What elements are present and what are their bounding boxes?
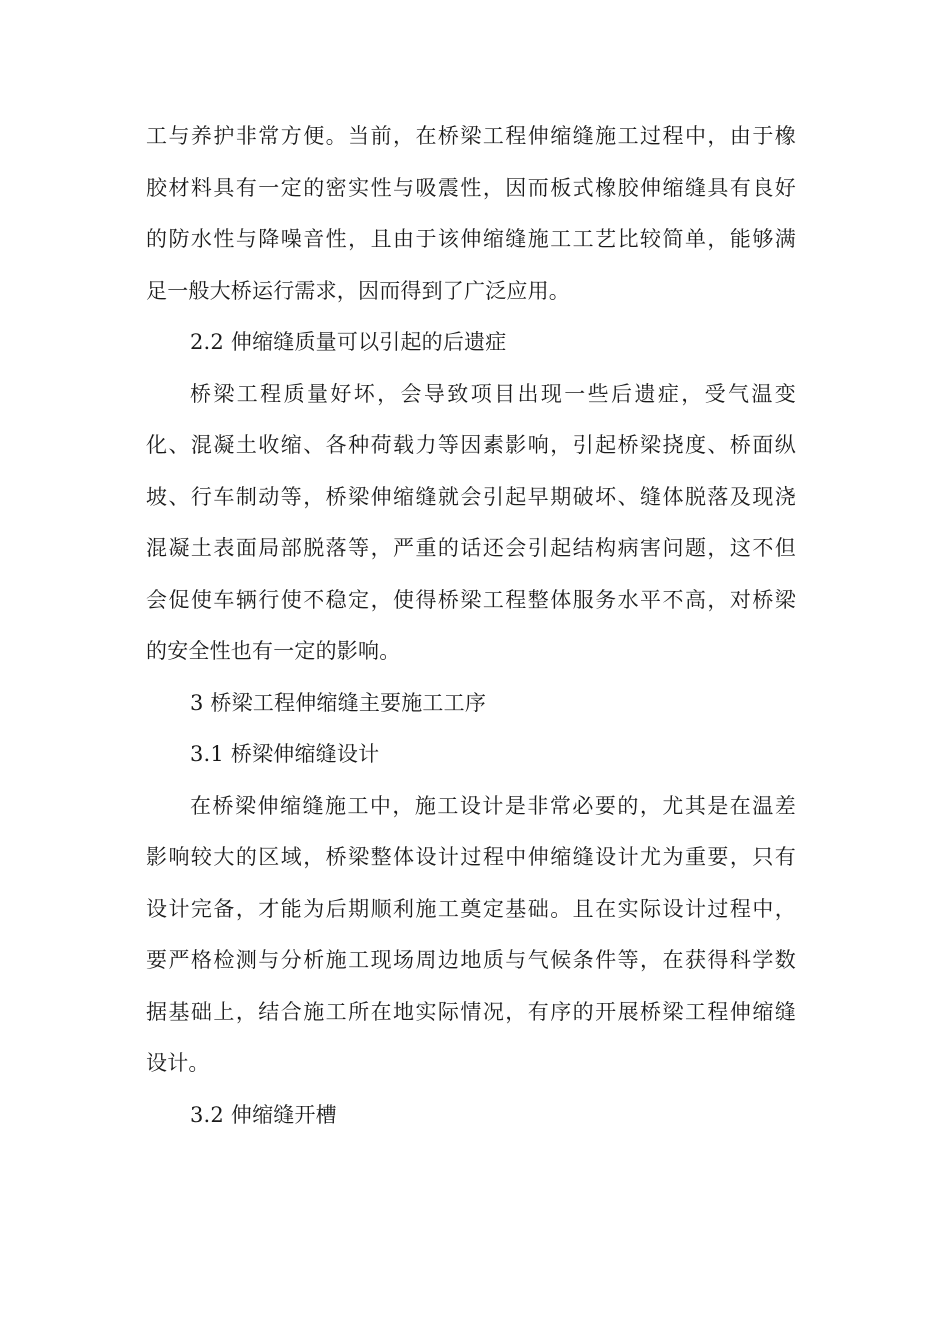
section-heading-3: 3 桥梁工程伸缩缝主要施工工序	[190, 690, 487, 715]
text-line: 工与养护非常方便。当前，在桥梁工程伸缩缝施工过程中，由于橡	[146, 124, 796, 148]
text-line: 桥梁工程质量好坏，会导致项目出现一些后遗症，受气温变	[190, 381, 796, 406]
document-body	[146, 111, 796, 1141]
text-line: 在桥梁伸缩缝施工中，施工设计是非常必要的，尤其是在温差	[190, 793, 796, 818]
text-line: 胶材料具有一定的密实性与吸震性，因而板式橡胶伸缩缝具有良好	[146, 175, 796, 200]
text-line: 坡、行车制动等，桥梁伸缩缝就会引起早期破坏、缝体脱落及现浇	[146, 484, 796, 509]
section-heading-3-2: 3.2 伸缩缝开槽	[190, 1102, 337, 1127]
paragraph	[146, 369, 796, 678]
paragraph	[146, 781, 796, 1090]
text-line: 据基础上，结合施工所在地实际情况，有序的开展桥梁工程伸缩缝	[146, 999, 796, 1024]
text-line: 要严格检测与分析施工现场周边地质与气候条件等，在获得科学数	[146, 948, 796, 972]
section-heading-3-1: 3.1 桥梁伸缩缝设计	[190, 742, 380, 766]
text-line: 设计。	[146, 1051, 210, 1075]
text-line: 会促使车辆行使不稳定，使得桥梁工程整体服务水平不高，对桥梁	[146, 587, 796, 612]
text-line: 的防水性与降噪音性，且由于该伸缩缝施工工艺比较简单，能够满	[146, 227, 796, 251]
text-line: 混凝土表面局部脱落等，严重的话还会引起结构病害问题，这不但	[146, 536, 796, 560]
section-heading-2-2: 2.2 伸缩缝质量可以引起的后遗症	[190, 330, 507, 354]
text-line: 化、混凝土收缩、各种荷载力等因素影响，引起桥梁挠度、桥面纵	[146, 433, 796, 457]
paragraph-continued	[146, 111, 796, 317]
text-line: 足一般大桥运行需求，因而得到了广泛应用。	[146, 278, 570, 303]
text-line: 的安全性也有一定的影响。	[146, 639, 401, 663]
text-line: 影响较大的区域，桥梁整体设计过程中伸缩缝设计尤为重要，只有	[146, 845, 796, 869]
text-line: 设计完备，才能为后期顺利施工奠定基础。且在实际设计过程中，	[146, 896, 796, 921]
